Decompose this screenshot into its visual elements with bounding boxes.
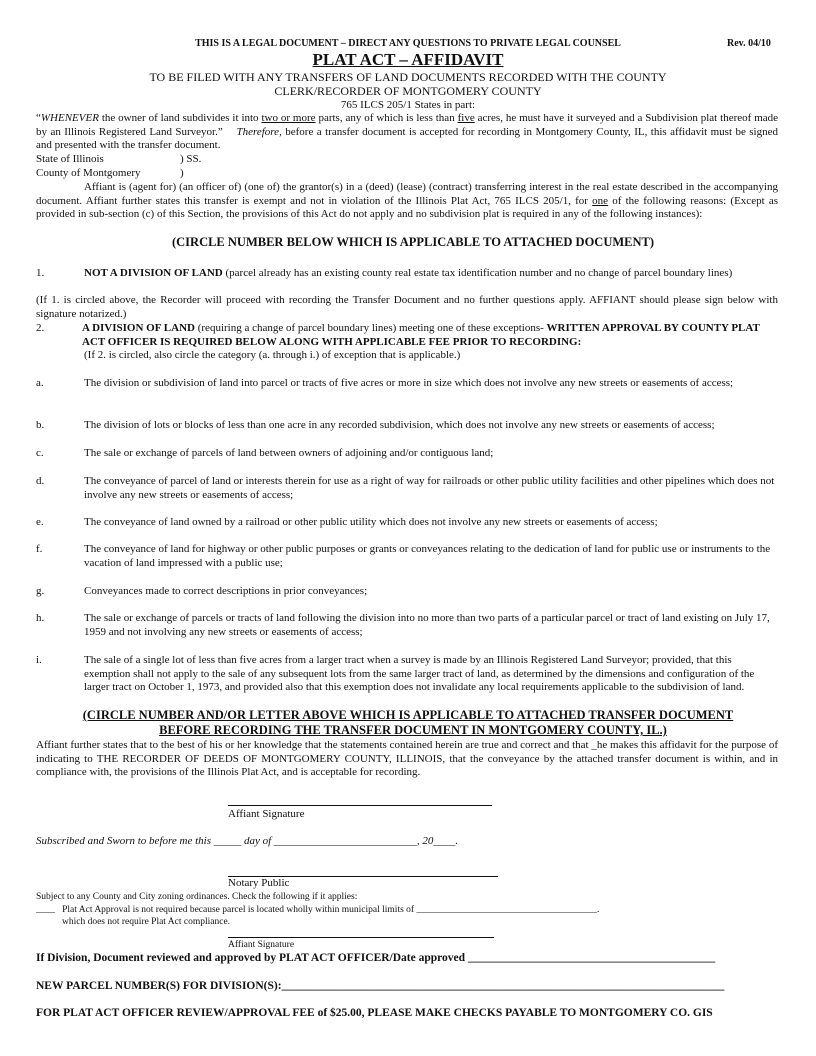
intro-paragraph: “WHENEVER the owner of land subdivides it into two or more parts, any of which is less than five acres, he must have it surveyed and a Subdivision plat thereof made by an Illinois Registered Land Surveyor.” Therefore, before a transfer document is accepted for recording in Montgomery County, IL, this affidavit must be signed and presented with the transfer document.: [36, 112, 781, 152]
exception-letter: i.: [36, 654, 42, 666]
item-2-note: (If 2. is circled, also circle the category (a. through i.) of exception that is applicable.): [84, 349, 461, 361]
page-title: PLAT ACT – AFFIDAVIT: [312, 50, 504, 69]
exception-text: The division or subdivision of land into parcel or tracts of five acres or more in size which does not involve any new streets or easements of access;: [84, 377, 734, 389]
closing-paragraph: Affiant further states that to the best of his or her knowledge that the statements contained herein are true and correct and that _he makes this affidavit for the purpose of indicating to THE RECORDER OF DEEDS OF MONTGOMERY COUNTY, ILLINOIS, that the conveyance by the attached transfer document is within, and in compliance with, the provisions of the Illinois Plat Act, and is acceptable for recording.: [36, 739, 778, 779]
subscribed-line[interactable]: Subscribed and Sworn to before me this _____ day of __________________________, 20____.: [36, 835, 459, 847]
exception-letter: f.: [36, 543, 43, 555]
exception-letter: d.: [36, 475, 45, 487]
division-approval[interactable]: If Division, Document reviewed and approved by PLAT ACT OFFICER/Date approved ___________________________________________: [36, 952, 716, 964]
venue-state: State of Illinois: [36, 153, 104, 165]
exception-letter: b.: [36, 419, 45, 431]
exception-text: The sale of a single lot of less than five acres from a larger tract when a survey is made by an Illinois Registered Land Surveyor; provided, that this exemption shall not apply to the sale of any subsequent lots from the same larger tract of land, as determined by the dimensions and configuration of the larger tract on October 1, 1973, and provided also that this exemption does not invalidate any local requirements applicable to the subdivision of land.: [84, 654, 755, 694]
exception-letter: g.: [36, 585, 45, 597]
subtitle: TO BE FILED WITH ANY TRANSFERS OF LAND DOCUMENTS RECORDED WITH THE COUNTY: [149, 70, 667, 84]
exception-letter: h.: [36, 612, 45, 624]
item-number: 2.: [36, 322, 45, 334]
circle-heading-2: (CIRCLE NUMBER AND/OR LETTER ABOVE WHICH IS APPLICABLE TO ATTACHED TRANSFER DOCUMENT: [82, 708, 734, 722]
exception-letter: e.: [36, 516, 44, 528]
municipal-exemption[interactable]: ____ Plat Act Approval is not required because parcel is located wholly within municipal limits of ______________________________________.: [36, 905, 600, 915]
exception-text: The sale or exchange of parcels of land between owners of adjoining and/or contiguous land;: [84, 447, 494, 459]
affiant-signature-label: Affiant Signature: [228, 808, 305, 820]
subtitle: CLERK/RECORDER OF MONTGOMERY COUNTY: [274, 84, 542, 98]
exception-text: The division of lots or blocks of less than one acre in any recorded subdivision, which does not involve any new streets or easements of access;: [84, 419, 715, 431]
legal-notice: THIS IS A LEGAL DOCUMENT – DIRECT ANY QUESTIONS TO PRIVATE LEGAL COUNSEL: [195, 38, 621, 49]
item-2: A DIVISION OF LAND (requiring a change of parcel boundary lines) meeting one of these exceptions- WRITTEN APPROVAL BY COUNTY PLAT ACT OFFICER IS REQUIRED BELOW ALONG WITH APPLICABLE FEE PRIOR TO RECORDING:: [82, 322, 760, 348]
affiant-signature-label-2: Affiant Signature: [228, 940, 295, 950]
zoning-note: Subject to any County and City zoning ordinances. Check the following if it applies:: [36, 892, 358, 902]
exception-text: The conveyance of land owned by a railroad or other public utility which does not involve any new streets or easements of access;: [84, 516, 658, 528]
signature-line[interactable]: [228, 805, 492, 806]
item-1-note: (If 1. is circled above, the Recorder will proceed with recording the Transfer Document and no further questions apply. AFFIANT should please sign below with signature notarized.): [36, 294, 778, 320]
exception-text: Conveyances made to correct descriptions in prior conveyances;: [84, 585, 368, 597]
notary-label: Notary Public: [228, 877, 290, 889]
statute: 765 ILCS 205/1 States in part:: [340, 99, 476, 111]
revision: Rev. 04/10: [727, 38, 771, 49]
new-parcel-numbers[interactable]: NEW PARCEL NUMBER(S) FOR DIVISION(S):_____________________________________________________________________________: [36, 980, 725, 992]
signature-line-2[interactable]: [228, 937, 494, 938]
venue-paren: ): [180, 167, 184, 179]
circle-heading: (CIRCLE NUMBER BELOW WHICH IS APPLICABLE TO ATTACHED DOCUMENT): [171, 235, 655, 249]
circle-heading-2: BEFORE RECORDING THE TRANSFER DOCUMENT IN MONTGOMERY COUNTY, IL.): [159, 723, 667, 737]
municipal-exemption-cont: which does not require Plat Act compliance.: [62, 917, 231, 927]
exception-text: The sale or exchange of parcels or tracts of land following the division into no more than two parts of a particular parcel or tract of land existing on July 17, 1959 and not involving any new streets or easements of access;: [84, 612, 770, 638]
affiant-paragraph: Affiant is (agent for) (an officer of) (one of) the grantor(s) in a (deed) (lease) (contract) transferring interest in the real estate described in the accompanying document. Affiant further states this transfer is exempt and not in violation of the Illinois Plat Act, 765 ILCS 205/1, for one of the following reasons: (Except as provided in sub-section (c) of this Section, the provisions of this Act do not apply and no subdivision plat is required in any of the following instances):: [36, 181, 778, 221]
exception-letter: a.: [36, 377, 44, 389]
exception-text: The conveyance of land for highway or other public purposes or grants or conveyances relating to the dedication of land for public use or instruments to the vacation of land impressed with a public use;: [84, 543, 771, 569]
item-1: NOT A DIVISION OF LAND (parcel already has an existing county real estate tax identification number and no change of parcel boundary lines): [84, 267, 733, 279]
item-number: 1.: [36, 267, 45, 279]
venue-county: County of Montgomery: [36, 167, 141, 179]
exception-letter: c.: [36, 447, 44, 459]
fee-notice: FOR PLAT ACT OFFICER REVIEW/APPROVAL FEE of $25.00, PLEASE MAKE CHECKS PAYABLE TO MONTGOMERY CO. GIS: [36, 1007, 713, 1019]
venue-ss: ) SS.: [180, 153, 202, 165]
exception-text: The conveyance of parcel of land or interests therein for use as a right of way for railroads or other public utility facilities and other pipelines which does not involve any new streets or easements of access;: [84, 475, 775, 501]
